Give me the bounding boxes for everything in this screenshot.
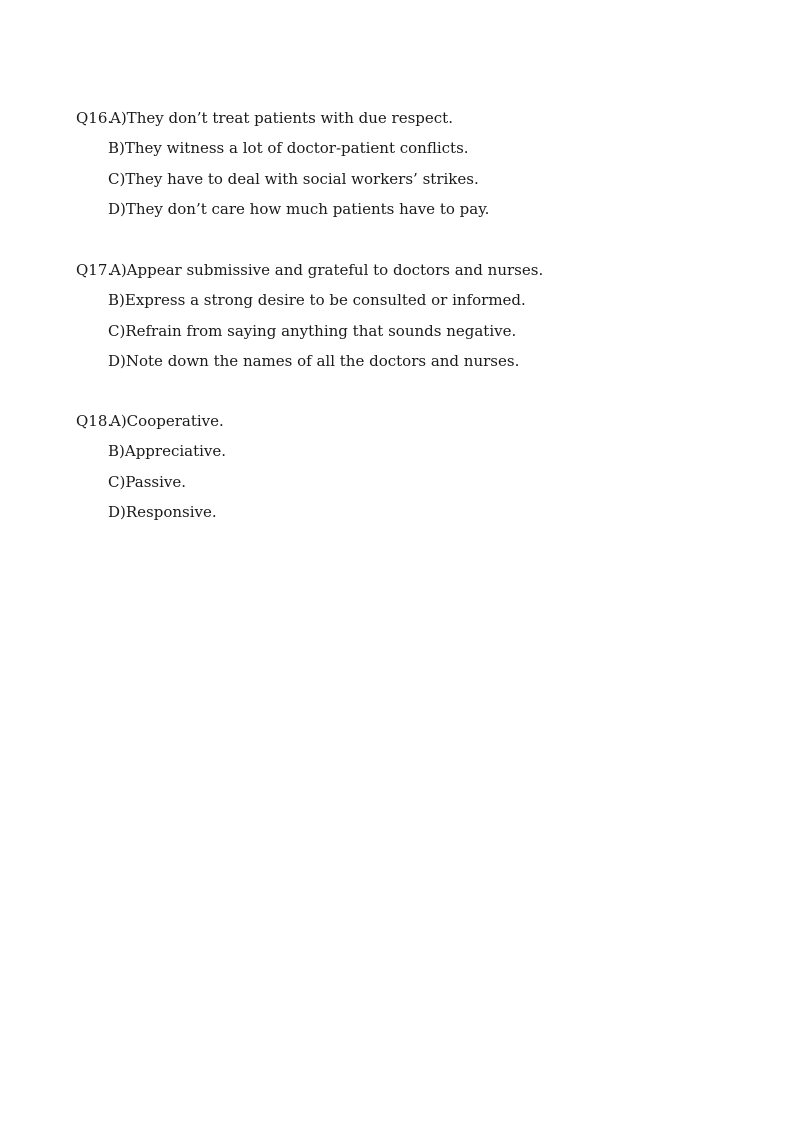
option-line [0,290,800,320]
question-17 [0,260,800,381]
question-16 [0,108,800,229]
option-c: C)Refrain from saying anything that sounds negative. [108,321,517,340]
option-line [0,502,800,532]
option-c: C)They have to deal with social workers’ strikes. [108,169,479,188]
option-a: A)Appear submissive and grateful to doctors and nurses. [110,261,544,279]
option-b: B)Appreciative. [108,442,227,461]
option-line [0,472,800,502]
option-line [0,260,800,290]
option-line [0,351,800,381]
option-d: D)Responsive. [108,502,217,521]
question-number: Q18. [76,412,113,430]
option-b: B)They witness a lot of doctor-patient conflicts. [108,139,469,158]
option-a: A)Cooperative. [110,412,224,430]
question-number: Q17. [76,261,113,279]
option-line [0,138,800,168]
option-b: B)Express a strong desire to be consulted or informed. [108,291,526,310]
question-number: Q16. [76,109,113,127]
option-d: D)Note down the names of all the doctors and nurses. [108,351,520,370]
option-line [0,108,800,138]
question-18 [0,411,800,532]
option-a: A)They don’t treat patients with due respect. [110,109,453,127]
option-line [0,411,800,441]
option-line [0,169,800,199]
option-line [0,441,800,471]
option-line [0,199,800,229]
option-c: C)Passive. [108,472,187,491]
option-line [0,321,800,351]
option-d: D)They don’t care how much patients have to pay. [108,199,490,218]
